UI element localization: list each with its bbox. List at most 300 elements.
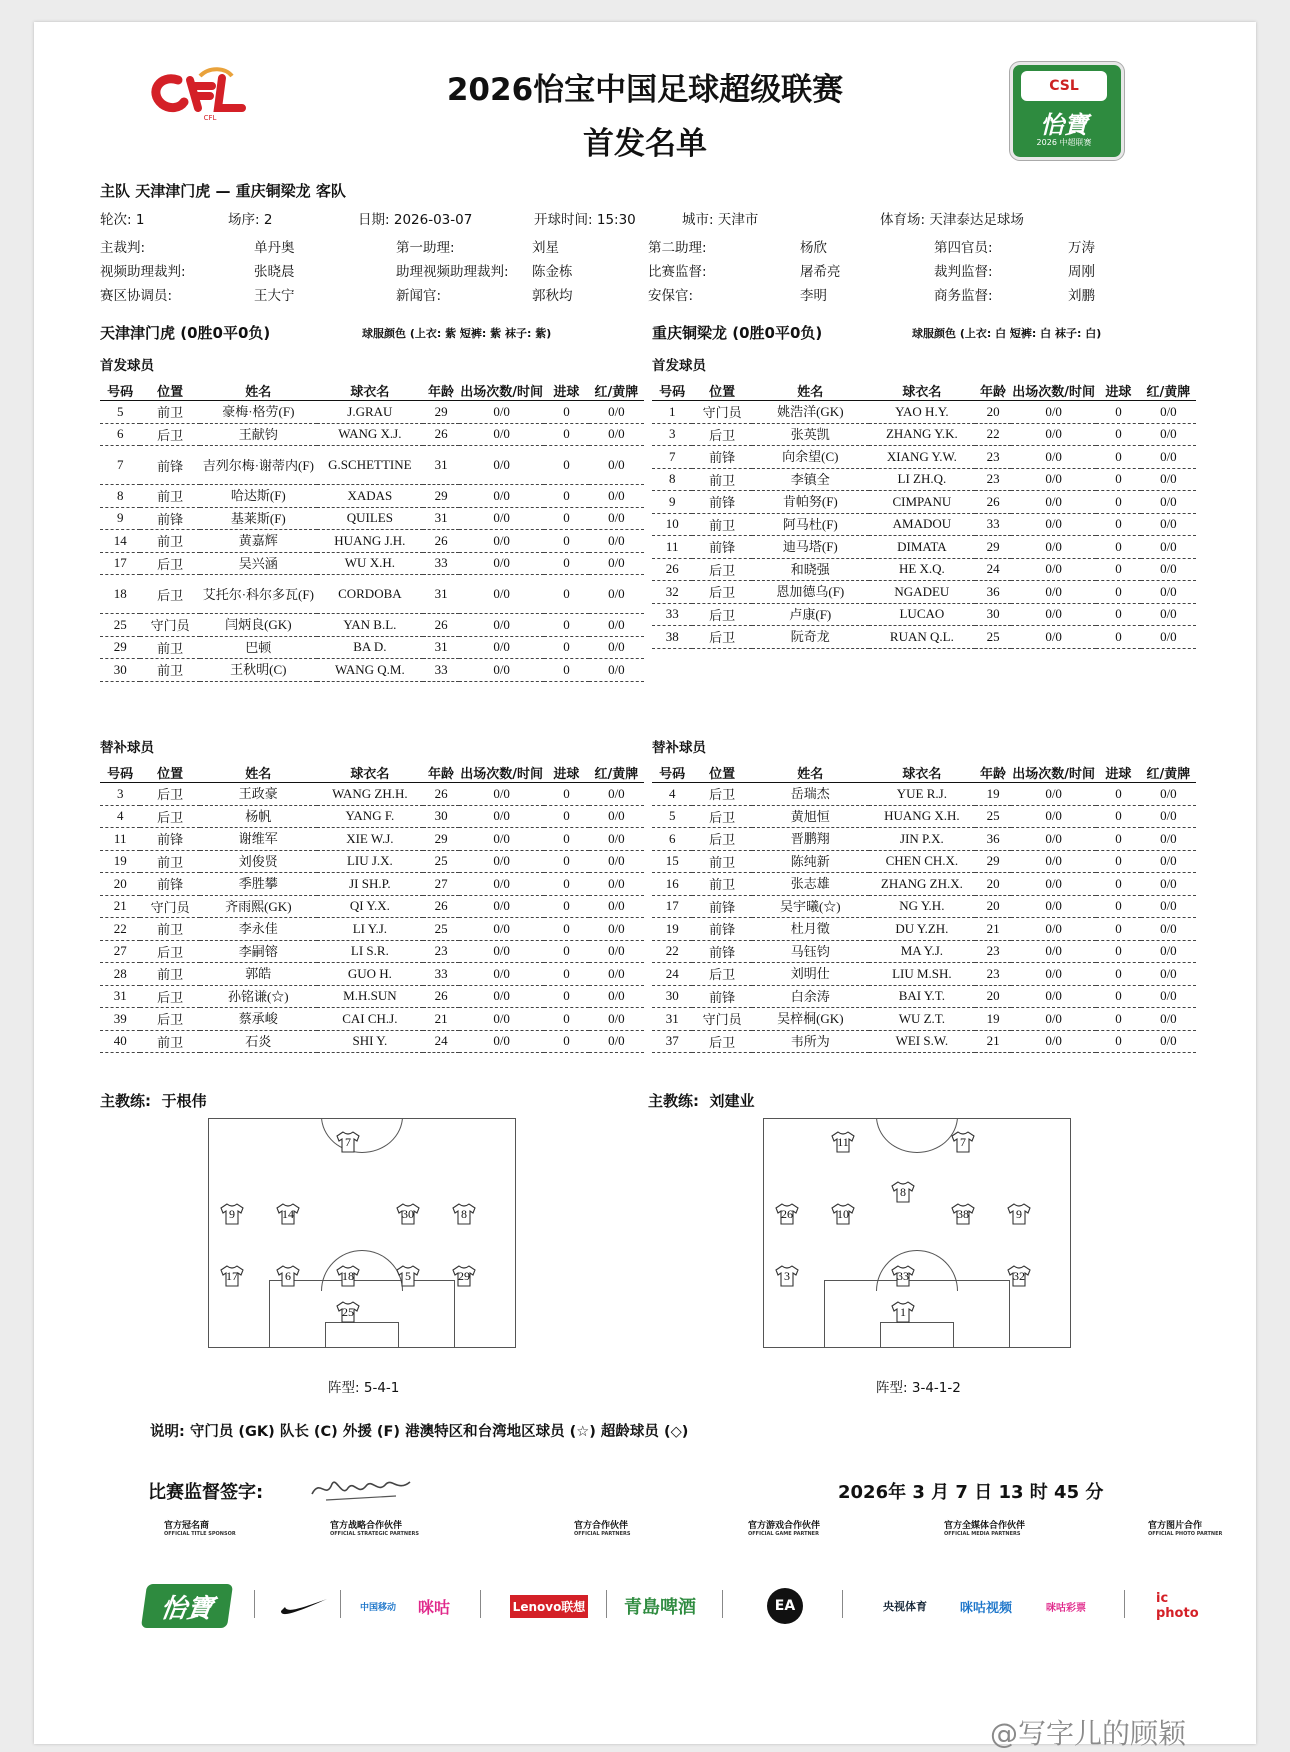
jersey-number-label: 6 xyxy=(285,1269,291,1283)
position: 前卫 xyxy=(692,873,752,896)
cards: 0/0 xyxy=(1141,603,1196,626)
signature-label: 比赛监督签字: xyxy=(148,1482,264,1503)
column-header-age: 年龄 xyxy=(423,762,459,783)
match-no-value: 2 xyxy=(263,212,273,228)
position: 守门员 xyxy=(140,614,200,637)
appearances: 0/0 xyxy=(459,659,544,682)
away-subs-label: 替补球员 xyxy=(652,740,706,756)
jersey-number-label: 18 xyxy=(342,1269,354,1283)
goals: 0 xyxy=(544,485,589,508)
match-no-label: 场序: xyxy=(228,212,260,228)
age: 22 xyxy=(975,423,1011,446)
goals: 0 xyxy=(544,446,589,485)
table-row xyxy=(652,491,1196,514)
official-label: 新闻官: xyxy=(396,288,442,304)
table-row xyxy=(652,446,1196,469)
column-header-shirt-name: 球衣名 xyxy=(317,762,423,783)
table-row xyxy=(652,626,1196,649)
player-name: 孙铭谦(☆) xyxy=(200,985,317,1008)
jersey-number-label: 30 xyxy=(402,1207,414,1221)
table-row xyxy=(100,530,644,553)
goals: 0 xyxy=(544,828,589,851)
shirt-name: LI ZH.Q. xyxy=(869,468,975,491)
jersey-number: 32 xyxy=(652,581,692,604)
goals: 0 xyxy=(544,552,589,575)
appearances: 0/0 xyxy=(459,850,544,873)
cards: 0/0 xyxy=(1141,536,1196,559)
position: 前卫 xyxy=(140,659,200,682)
home-formation-pitch xyxy=(208,1118,516,1348)
goals: 0 xyxy=(1096,468,1141,491)
shirt-name: LIU M.SH. xyxy=(869,963,975,986)
appearances: 0/0 xyxy=(459,828,544,851)
jersey-icon xyxy=(335,1131,361,1153)
shirt-name: QUILES xyxy=(317,507,423,530)
table-row xyxy=(652,783,1196,806)
sponsor-category-cn: 官方游戏合作伙伴 xyxy=(748,1521,821,1531)
cards: 0/0 xyxy=(1141,581,1196,604)
age: 29 xyxy=(423,401,459,424)
age: 33 xyxy=(423,963,459,986)
player-name: 蔡承峻 xyxy=(200,1008,317,1031)
jersey-number: 31 xyxy=(100,985,140,1008)
position: 前卫 xyxy=(140,1030,200,1053)
age: 33 xyxy=(423,552,459,575)
cards: 0/0 xyxy=(589,575,644,614)
jersey-number-label: 29 xyxy=(458,1269,470,1283)
table-row xyxy=(652,963,1196,986)
cards: 0/0 xyxy=(589,1008,644,1031)
goals: 0 xyxy=(1096,918,1141,941)
goals: 0 xyxy=(544,805,589,828)
pitch-goal-box xyxy=(325,1322,399,1347)
player-name: 韦所为 xyxy=(752,1030,869,1053)
yibao-logo-text: 怡寶 xyxy=(141,1584,233,1628)
player-name: 谢维军 xyxy=(200,828,317,851)
official-name: 万涛 xyxy=(1068,240,1095,256)
official-label: 比赛监督: xyxy=(648,264,707,280)
cards: 0/0 xyxy=(589,659,644,682)
age: 19 xyxy=(975,1008,1011,1031)
appearances: 0/0 xyxy=(1011,918,1096,941)
appearances: 0/0 xyxy=(1011,1030,1096,1053)
official-label: 第一助理: xyxy=(396,240,455,256)
column-header-cards: 红/黄牌 xyxy=(589,762,644,783)
column-header-jersey-number: 号码 xyxy=(100,380,140,401)
shirt-name: YAN B.L. xyxy=(317,614,423,637)
table-row xyxy=(652,850,1196,873)
jersey-icon xyxy=(395,1203,421,1225)
shirt-name: RUAN Q.L. xyxy=(869,626,975,649)
jersey-number: 6 xyxy=(100,423,140,446)
goals: 0 xyxy=(544,530,589,553)
jersey-number: 6 xyxy=(652,828,692,851)
player-name: 豪梅·格劳(F) xyxy=(200,401,317,424)
appearances: 0/0 xyxy=(459,805,544,828)
table-header-row xyxy=(100,762,644,783)
cards: 0/0 xyxy=(1141,1008,1196,1031)
player-name: 基莱斯(F) xyxy=(200,507,317,530)
goals: 0 xyxy=(1096,940,1141,963)
table-row xyxy=(100,507,644,530)
table-row xyxy=(100,446,644,485)
official-name: 杨欣 xyxy=(800,240,827,256)
jersey-number: 4 xyxy=(100,805,140,828)
appearances: 0/0 xyxy=(459,423,544,446)
goals: 0 xyxy=(544,783,589,806)
age: 33 xyxy=(423,659,459,682)
official-label: 裁判监督: xyxy=(934,264,993,280)
shirt-name: WU Z.T. xyxy=(869,1008,975,1031)
goals: 0 xyxy=(544,918,589,941)
player-name: 艾托尔·科尔多瓦(F) xyxy=(200,575,317,614)
cctv-sports-logo-text: 央视体育 xyxy=(883,1600,927,1613)
jersey-number-label: 7 xyxy=(345,1135,351,1149)
cards: 0/0 xyxy=(589,552,644,575)
sponsor-category-header xyxy=(574,1518,630,1537)
age: 26 xyxy=(975,491,1011,514)
table-row xyxy=(652,805,1196,828)
appearances: 0/0 xyxy=(1011,581,1096,604)
position: 后卫 xyxy=(140,552,200,575)
official-name: 郭秋均 xyxy=(532,288,573,304)
official-label: 商务监督: xyxy=(934,288,993,304)
goals: 0 xyxy=(1096,626,1141,649)
column-header-position: 位置 xyxy=(140,380,200,401)
shirt-name: G.SCHETTINE xyxy=(317,446,423,485)
age: 19 xyxy=(975,783,1011,806)
away-kit-colors: 球服颜色 (上衣: 白 短裤: 白 袜子: 白) xyxy=(912,327,1102,340)
match-no-info xyxy=(228,208,272,228)
jersey-number: 28 xyxy=(100,963,140,986)
jersey-number: 11 xyxy=(100,828,140,851)
china-mobile-sponsor-logo xyxy=(350,1588,406,1624)
age: 31 xyxy=(423,636,459,659)
goals: 0 xyxy=(1096,985,1141,1008)
appearances: 0/0 xyxy=(459,1030,544,1053)
away-formation-pitch xyxy=(763,1118,1071,1348)
cards: 0/0 xyxy=(1141,446,1196,469)
player-name: 黄旭恒 xyxy=(752,805,869,828)
player-name: 杜月徵 xyxy=(752,918,869,941)
player-name: 黄嘉辉 xyxy=(200,530,317,553)
shirt-name: J.GRAU xyxy=(317,401,423,424)
age: 24 xyxy=(423,1030,459,1053)
column-header-age: 年龄 xyxy=(423,380,459,401)
cards: 0/0 xyxy=(1141,401,1196,424)
cards: 0/0 xyxy=(589,507,644,530)
sponsor-category-header xyxy=(330,1518,419,1537)
cards: 0/0 xyxy=(589,985,644,1008)
handwritten-signature xyxy=(306,1470,416,1508)
jersey-icon xyxy=(890,1301,916,1323)
jersey-number-label: 8 xyxy=(900,1185,906,1199)
cards: 0/0 xyxy=(1141,918,1196,941)
goals: 0 xyxy=(1096,603,1141,626)
jersey-number: 22 xyxy=(100,918,140,941)
jersey-icon xyxy=(219,1265,245,1287)
appearances: 0/0 xyxy=(459,985,544,1008)
age: 36 xyxy=(975,828,1011,851)
migu-video-logo-text: 咪咕视频 xyxy=(959,1600,1012,1616)
jersey-number: 3 xyxy=(652,423,692,446)
official-name: 李明 xyxy=(800,288,827,304)
jersey-icon xyxy=(830,1131,856,1153)
shirt-name: LIU J.X. xyxy=(317,850,423,873)
position: 前锋 xyxy=(140,828,200,851)
goals: 0 xyxy=(544,659,589,682)
appearances: 0/0 xyxy=(459,485,544,508)
shirt-name: HUANG X.H. xyxy=(869,805,975,828)
column-header-jersey-number: 号码 xyxy=(100,762,140,783)
age: 29 xyxy=(423,485,459,508)
appearances: 0/0 xyxy=(1011,468,1096,491)
appearances: 0/0 xyxy=(459,552,544,575)
cards: 0/0 xyxy=(1141,828,1196,851)
shirt-name: YAO H.Y. xyxy=(869,401,975,424)
player-name: 石炎 xyxy=(200,1030,317,1053)
home-formation-label: 阵型: xyxy=(328,1380,360,1396)
jersey-icon xyxy=(890,1265,916,1287)
position: 后卫 xyxy=(140,783,200,806)
jersey-icon xyxy=(335,1265,361,1287)
csl-logo-top: CSL xyxy=(1021,71,1107,101)
cards: 0/0 xyxy=(1141,558,1196,581)
appearances: 0/0 xyxy=(1011,401,1096,424)
position: 前锋 xyxy=(692,536,752,559)
tsingtao-sponsor-logo xyxy=(620,1588,700,1624)
jersey-number-label: 11 xyxy=(837,1135,849,1149)
position: 后卫 xyxy=(692,603,752,626)
age: 31 xyxy=(423,446,459,485)
jersey-number: 37 xyxy=(652,1030,692,1053)
sponsor-category-en: OFFICIAL MEDIA PARTNERS xyxy=(944,1531,1021,1537)
appearances: 0/0 xyxy=(1011,828,1096,851)
jersey-number-label: 10 xyxy=(837,1207,849,1221)
table-row xyxy=(652,895,1196,918)
age: 26 xyxy=(423,985,459,1008)
jersey-number-label: 14 xyxy=(282,1207,294,1221)
jersey-number: 5 xyxy=(100,401,140,424)
table-row xyxy=(100,895,644,918)
appearances: 0/0 xyxy=(1011,446,1096,469)
cards: 0/0 xyxy=(1141,895,1196,918)
sponsor-category-cn: 官方战略合作伙伴 xyxy=(330,1521,403,1531)
goals: 0 xyxy=(1096,446,1141,469)
column-header-position: 位置 xyxy=(692,380,752,401)
player-name: 卢康(F) xyxy=(752,603,869,626)
player-name: 迪马塔(F) xyxy=(752,536,869,559)
table-row xyxy=(100,850,644,873)
position: 前卫 xyxy=(140,918,200,941)
age: 23 xyxy=(975,468,1011,491)
sponsor-category-en: OFFICIAL PARTNERS xyxy=(574,1531,631,1537)
official-name: 王大宁 xyxy=(254,288,295,304)
age: 26 xyxy=(423,783,459,806)
shirt-name: CIMPANU xyxy=(869,491,975,514)
player-name: 姚浩洋(GK) xyxy=(752,401,869,424)
jersey-number: 9 xyxy=(652,491,692,514)
jersey-number-label: 1 xyxy=(900,1305,906,1319)
ea-logo-text: EA xyxy=(767,1588,803,1624)
shirt-name: YUE R.J. xyxy=(869,783,975,806)
player-name: 和晓强 xyxy=(752,558,869,581)
shirt-name: CAI CH.J. xyxy=(317,1008,423,1031)
jersey-number: 20 xyxy=(100,873,140,896)
goals: 0 xyxy=(544,401,589,424)
position: 后卫 xyxy=(140,423,200,446)
cards: 0/0 xyxy=(589,783,644,806)
away-formation xyxy=(876,1376,961,1396)
home-formation-value: 5-4-1 xyxy=(363,1380,400,1396)
jersey-number: 31 xyxy=(652,1008,692,1031)
jersey-number: 38 xyxy=(652,626,692,649)
player-name: 张志雄 xyxy=(752,873,869,896)
shirt-name: GUO H. xyxy=(317,963,423,986)
column-header-age: 年龄 xyxy=(975,380,1011,401)
appearances: 0/0 xyxy=(1011,603,1096,626)
lenovo-sponsor-logo xyxy=(508,1588,590,1624)
player-name: 齐雨熙(GK) xyxy=(200,895,317,918)
sponsor-category-cn: 官方图片合作 xyxy=(1148,1521,1203,1531)
shirt-name: XIE W.J. xyxy=(317,828,423,851)
jersey-icon xyxy=(275,1203,301,1225)
appearances: 0/0 xyxy=(459,895,544,918)
shirt-name: M.H.SUN xyxy=(317,985,423,1008)
appearances: 0/0 xyxy=(459,401,544,424)
table-row xyxy=(100,918,644,941)
cards: 0/0 xyxy=(589,805,644,828)
table-row xyxy=(100,985,644,1008)
age: 29 xyxy=(975,536,1011,559)
column-header-appearances: 出场次数/时间 xyxy=(459,380,544,401)
shirt-name: ZHANG ZH.X. xyxy=(869,873,975,896)
goals: 0 xyxy=(1096,1030,1141,1053)
table-row xyxy=(100,828,644,851)
jersey-icon xyxy=(219,1203,245,1225)
jersey-number: 9 xyxy=(100,507,140,530)
cards: 0/0 xyxy=(1141,985,1196,1008)
appearances: 0/0 xyxy=(1011,783,1096,806)
column-header-goals: 进球 xyxy=(544,762,589,783)
official-name: 周刚 xyxy=(1068,264,1095,280)
table-row xyxy=(652,873,1196,896)
table-row xyxy=(100,940,644,963)
shirt-name: MA Y.J. xyxy=(869,940,975,963)
migu-lottery-logo-text: 咪咕彩票 xyxy=(1046,1602,1086,1614)
official-name: 张晓晨 xyxy=(254,264,295,280)
cards: 0/0 xyxy=(1141,626,1196,649)
goals: 0 xyxy=(1096,805,1141,828)
table-row xyxy=(652,603,1196,626)
shirt-name: HE X.Q. xyxy=(869,558,975,581)
player-name: 李永佳 xyxy=(200,918,317,941)
table-header-row xyxy=(652,762,1196,783)
sponsor-category-cn: 官方冠名商 xyxy=(164,1521,210,1531)
sponsor-divider xyxy=(254,1590,255,1618)
cards: 0/0 xyxy=(1141,963,1196,986)
shirt-name: LUCAO xyxy=(869,603,975,626)
column-header-shirt-name: 球衣名 xyxy=(317,380,423,401)
table-row xyxy=(100,1030,644,1053)
player-name: 刘俊贤 xyxy=(200,850,317,873)
kickoff-info xyxy=(534,208,636,228)
table-row xyxy=(100,614,644,637)
jersey-number: 1 xyxy=(652,401,692,424)
goals: 0 xyxy=(1096,423,1141,446)
jersey-icon xyxy=(774,1265,800,1287)
position: 前锋 xyxy=(140,446,200,485)
jersey-number: 30 xyxy=(100,659,140,682)
away-subs-table xyxy=(652,762,1196,1053)
migu-video-sponsor-logo xyxy=(950,1588,1022,1624)
jersey-number: 3 xyxy=(100,783,140,806)
shirt-name: WANG ZH.H. xyxy=(317,783,423,806)
home-starters-table xyxy=(100,380,644,682)
match-title: 主队 天津津门虎 — 重庆铜梁龙 客队 xyxy=(100,182,346,200)
venue-info xyxy=(880,208,1024,228)
table-row xyxy=(100,1008,644,1031)
table-row xyxy=(652,468,1196,491)
home-kit-colors: 球服颜色 (上衣: 紫 短裤: 紫 袜子: 紫) xyxy=(362,327,552,340)
position: 前卫 xyxy=(140,530,200,553)
cctv-sports-sponsor-logo xyxy=(870,1588,940,1624)
city-value: 天津市 xyxy=(717,212,759,228)
away-formation-label: 阵型: xyxy=(876,1380,908,1396)
nike-swoosh-icon xyxy=(279,1595,329,1617)
jersey-number-label: 9 xyxy=(1016,1207,1022,1221)
age: 20 xyxy=(975,401,1011,424)
jersey-number: 21 xyxy=(100,895,140,918)
player-name: 岳瑞杰 xyxy=(752,783,869,806)
player-name: 恩加德乌(F) xyxy=(752,581,869,604)
date-value: 2026-03-07 xyxy=(393,212,473,228)
player-name: 吉列尔梅·谢蒂内(F) xyxy=(200,446,317,485)
table-row xyxy=(100,575,644,614)
column-header-shirt-name: 球衣名 xyxy=(869,380,975,401)
official-label: 主裁判: xyxy=(100,240,146,256)
jersey-number: 15 xyxy=(652,850,692,873)
age: 26 xyxy=(423,895,459,918)
cards: 0/0 xyxy=(589,940,644,963)
table-row xyxy=(100,485,644,508)
goals: 0 xyxy=(1096,581,1141,604)
venue-label: 体育场: xyxy=(880,212,926,228)
goals: 0 xyxy=(1096,491,1141,514)
appearances: 0/0 xyxy=(1011,558,1096,581)
china-mobile-logo-text: 中国移动 xyxy=(359,1602,396,1613)
round-label: 轮次: xyxy=(100,212,132,228)
signature-date: 2026年 3 月 7 日 13 时 45 分 xyxy=(838,1482,1104,1503)
home-subs-table xyxy=(100,762,644,1053)
age: 25 xyxy=(423,918,459,941)
sponsor-category-en: OFFICIAL STRATEGIC PARTNERS xyxy=(330,1531,419,1537)
appearances: 0/0 xyxy=(1011,895,1096,918)
goals: 0 xyxy=(1096,536,1141,559)
jersey-number-label: 9 xyxy=(229,1207,235,1221)
appearances: 0/0 xyxy=(459,614,544,637)
appearances: 0/0 xyxy=(1011,985,1096,1008)
table-row xyxy=(652,1008,1196,1031)
age: 20 xyxy=(975,895,1011,918)
position: 前卫 xyxy=(140,963,200,986)
player-name: 晋鹏翔 xyxy=(752,828,869,851)
jersey-icon xyxy=(830,1203,856,1225)
age: 20 xyxy=(975,985,1011,1008)
legend-note: 说明: 守门员 (GK) 队长 (C) 外援 (F) 港澳特区和台湾地区球员 (☆) 超龄球员 (◇) xyxy=(150,1424,689,1440)
appearances: 0/0 xyxy=(459,873,544,896)
goals: 0 xyxy=(1096,558,1141,581)
